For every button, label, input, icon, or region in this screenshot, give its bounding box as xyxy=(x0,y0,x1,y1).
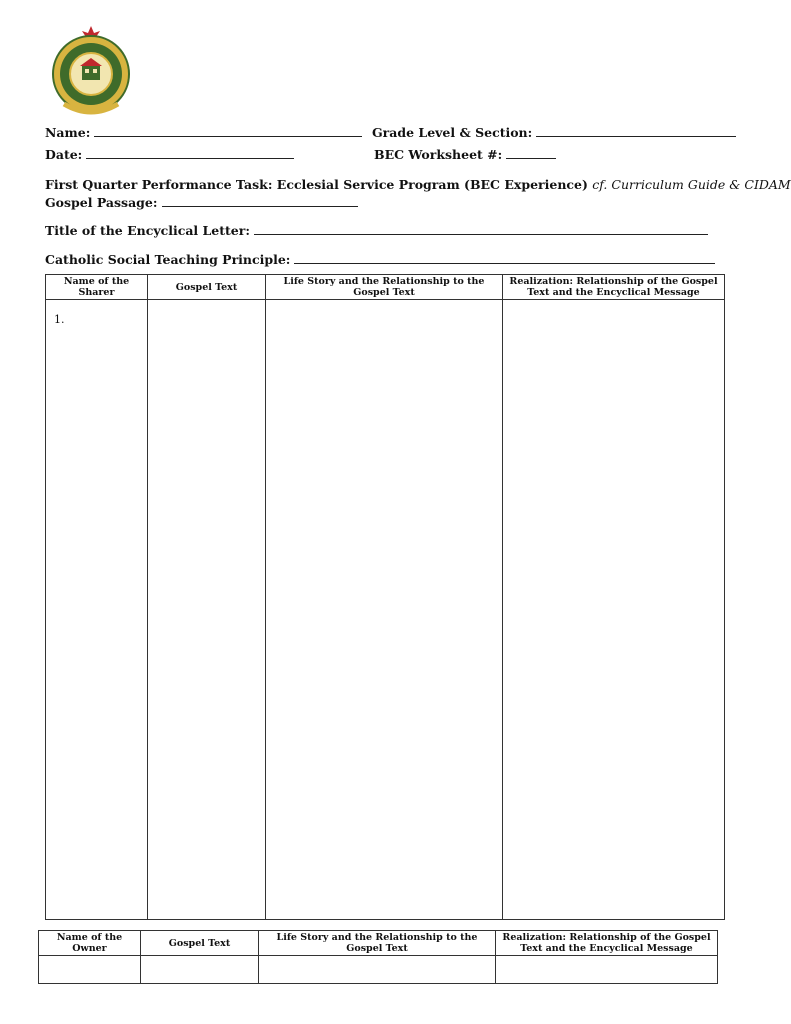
university-seal-logo xyxy=(44,24,138,112)
col-header-owner: Name of the Owner xyxy=(39,931,141,956)
name-field: Name: xyxy=(45,124,362,140)
col-header-sharer: Name of the Sharer xyxy=(46,275,148,300)
cell-realization-2[interactable] xyxy=(496,956,718,984)
cell-sharer[interactable]: 1. xyxy=(46,300,148,920)
task-title: First Quarter Performance Task: Ecclesial Service Program (BEC Experience) cf. Curriculum Guide & CIDAM xyxy=(45,177,791,192)
col-header-realization: Realization: Relationship of the Gospel Text and the Encyclical Message xyxy=(503,275,725,300)
col-header-life-story-2: Life Story and the Relationship to the Gospel Text xyxy=(259,931,496,956)
main-table xyxy=(45,274,725,920)
col-header-life-story: Life Story and the Relationship to the Gospel Text xyxy=(266,275,503,300)
date-field: Date: xyxy=(45,146,294,162)
cell-life-story[interactable] xyxy=(266,300,503,920)
cell-realization[interactable] xyxy=(503,300,725,920)
cst-principle-field: Catholic Social Teaching Principle: xyxy=(45,251,715,267)
gospel-passage-field: Gospel Passage: xyxy=(45,194,358,210)
cell-owner[interactable] xyxy=(39,956,141,984)
col-header-realization-2: Realization: Relationship of the Gospel Text and the Encyclical Message xyxy=(496,931,718,956)
col-header-gospel-2: Gospel Text xyxy=(141,931,259,956)
cell-life-story-2[interactable] xyxy=(259,956,496,984)
cell-gospel[interactable] xyxy=(148,300,266,920)
encyclical-title-field: Title of the Encyclical Letter: xyxy=(45,222,708,238)
col-header-gospel: Gospel Text xyxy=(148,275,266,300)
grade-section-field: Grade Level & Section: xyxy=(372,124,736,140)
cell-gospel-2[interactable] xyxy=(141,956,259,984)
second-table xyxy=(38,930,718,984)
worksheet-number-field: BEC Worksheet #: xyxy=(374,146,556,162)
